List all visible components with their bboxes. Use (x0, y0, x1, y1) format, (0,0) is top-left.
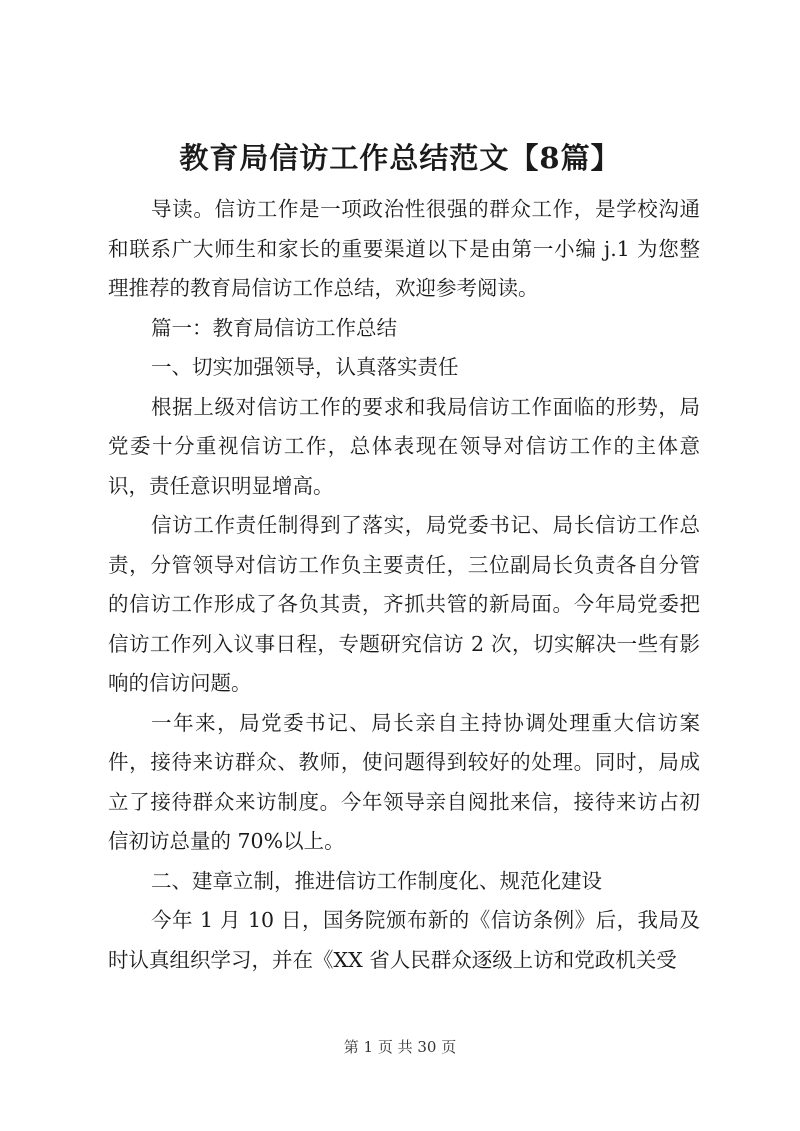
body-paragraph: 今年 1 月 10 日，国务院颁布新的《信访条例》后，我局及时认真组织学习，并在《XX 省人民群众逐级上访和党政机关受 (108, 908, 700, 972)
body-paragraph: 一年来，局党委书记、局长亲自主持协调处理重大信访案件，接待来访群众、教师，使问题得到较好的处理。同时，局成立了接待群众来访制度。今年领导亲自阅批来信，接待来访占初信初访总量的 70%以上。 (108, 710, 700, 853)
document-body (108, 190, 700, 980)
page-number-footer: 第 1 页 共 30 页 (343, 1038, 457, 1056)
subheading-one: 一、切实加强领导，认真落实责任 (151, 355, 459, 379)
section-heading-part-one: 篇一：教育局信访工作总结 (151, 315, 398, 340)
intro-paragraph: 导读。信访工作是一项政治性很强的群众工作，是学校沟通和联系广大师生和家长的重要渠道以下是由第一小编 j.1 为您整理推荐的教育局信访工作总结，欢迎参考阅读。 (108, 197, 700, 300)
document-title: 教育局信访工作总结范文【8篇】 (179, 141, 621, 175)
body-paragraph: 根据上级对信访工作的要求和我局信访工作面临的形势，局党委十分重视信访工作，总体表现在领导对信访工作的主体意识，责任意识明显增高。 (108, 394, 700, 498)
body-paragraph: 信访工作责任制得到了落实，局党委书记、局长信访工作总责，分管领导对信访工作负主要责任，三位副局长负责各自分管的信访工作形成了各负其责，齐抓共管的新局面。今年局党委把信访工作列入议事日程，专题研究信访 2 次，切实解决一些有影响的信访问题。 (108, 513, 700, 695)
subheading-two: 二、建章立制，推进信访工作制度化、规范化建设 (151, 868, 603, 893)
